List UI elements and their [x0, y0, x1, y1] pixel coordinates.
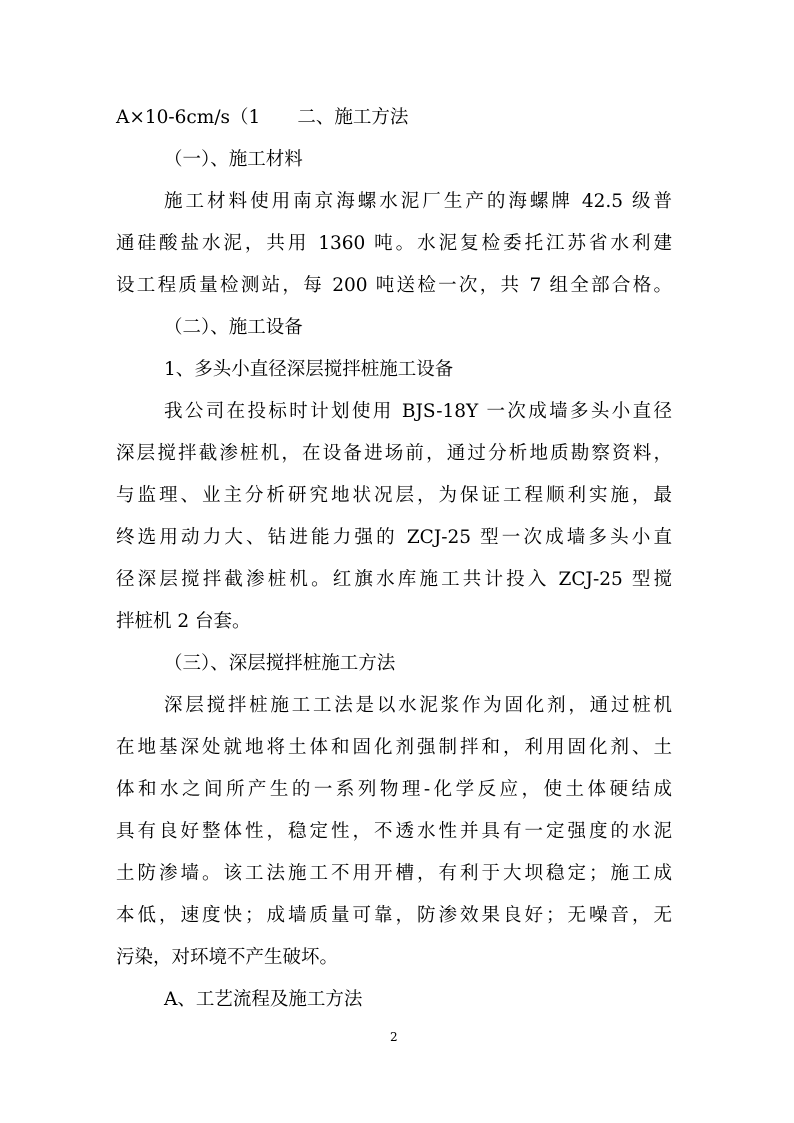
paragraph-line: 拌桩机 2 台套。: [116, 611, 251, 632]
section-heading-materials: （一）、施工材料: [164, 149, 303, 170]
page-number: 2: [390, 1030, 398, 1044]
paragraph-line: 本低，速度快；成墙质量可靠，防渗效果良好；无噪音，无: [116, 905, 672, 926]
paragraph-line: 土防渗墙。该工法施工不用开槽，有利于大坝稳定；施工成: [116, 863, 672, 884]
subsection-heading-process: A、工艺流程及施工方法: [164, 989, 363, 1010]
paragraph-line: 具有良好整体性，稳定性，不透水性并具有一定强度的水泥: [116, 821, 672, 842]
section-heading-equipment: （二）、施工设备: [164, 317, 303, 338]
paragraph-line: 深层搅拌截渗桩机，在设备进场前，通过分析地质勘察资料，: [116, 443, 672, 464]
paragraph-line: 施工材料使用南京海螺水泥厂生产的海螺牌 42.5 级普: [164, 191, 672, 212]
paragraph-line: 体和水之间所产生的一系列物理-化学反应，使土体硬结成: [116, 779, 672, 800]
paragraph-line: 在地基深处就地将土体和固化剂强制拌和，利用固化剂、土: [116, 737, 672, 758]
paragraph-line: 与监理、业主分析研究地状况层，为保证工程顺利实施，最: [116, 485, 672, 506]
section-heading-method: （三）、深层搅拌桩施工方法: [164, 653, 396, 674]
paragraph-line: 深层搅拌桩施工工法是以水泥浆作为固化剂，通过桩机: [164, 695, 672, 716]
paragraph-line: 我公司在投标时计划使用 BJS-18Y 一次成墙多头小直径: [164, 401, 672, 422]
paragraph-line: 通硅酸盐水泥，共用 1360 吨。水泥复检委托江苏省水利建: [116, 233, 672, 254]
paragraph-line: 污染，对环境不产生破坏。: [116, 947, 339, 968]
paragraph-line: 设工程质量检测站，每 200 吨送检一次，共 7 组全部合格。: [116, 275, 672, 296]
paragraph-line: 终选用动力大、钻进能力强的 ZCJ-25 型一次成墙多头小直: [116, 527, 672, 548]
subsection-heading: 1、多头小直径深层搅拌桩施工设备: [164, 359, 454, 380]
text-line-intro: A×10-6cm/s（1 二、施工方法: [116, 107, 409, 128]
paragraph-line: 径深层搅拌截渗桩机。红旗水库施工共计投入 ZCJ-25 型搅: [116, 569, 672, 590]
